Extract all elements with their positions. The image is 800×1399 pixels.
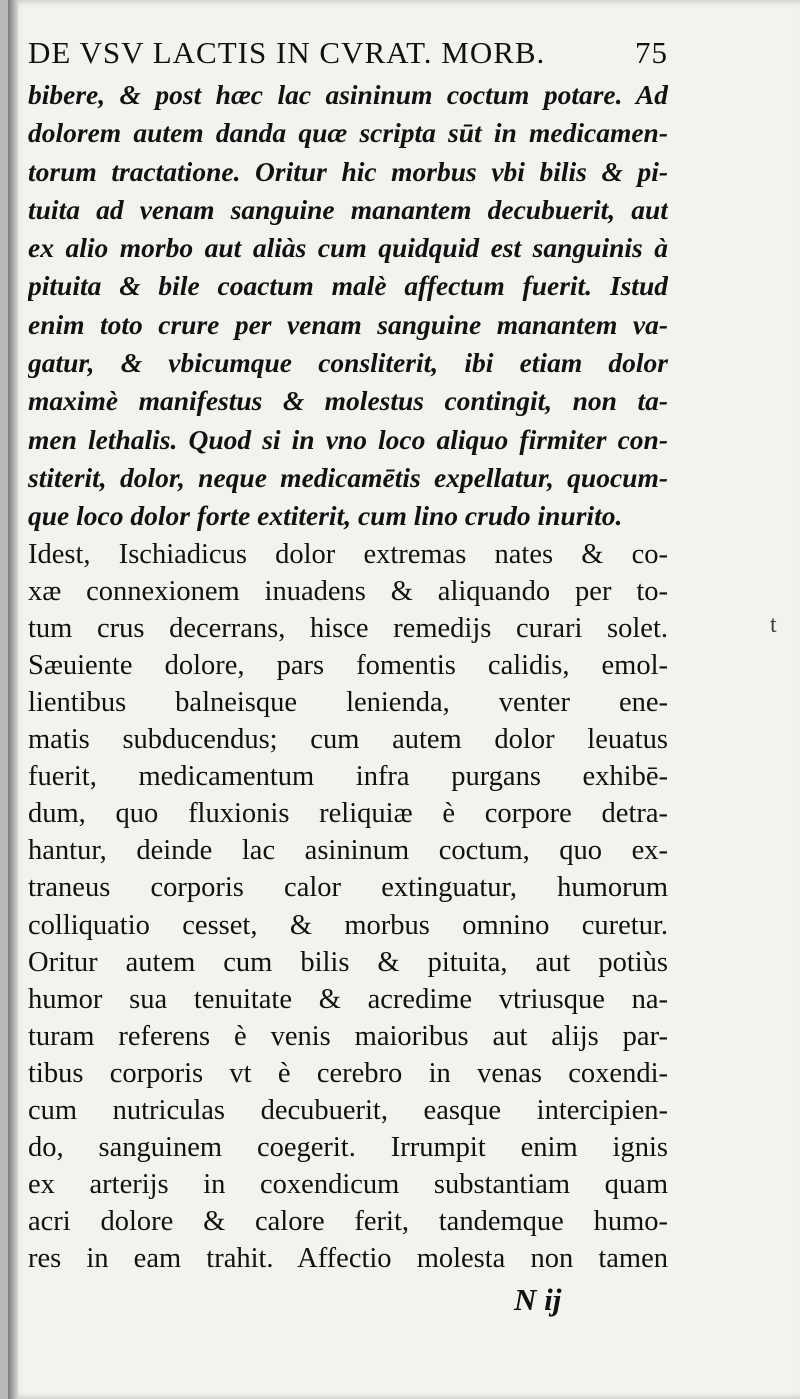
italic-line: que loco dolor forte extiterit, cum lino crudo inurito. — [28, 500, 623, 532]
roman-line: fuerit, medicamentum infra purgans exhibē- — [28, 761, 668, 793]
roman-line: tibus corporis vt è cerebro in venas coxendi- — [28, 1057, 668, 1089]
roman-line: colliquatio cesset, & morbus omnino curetur. — [28, 909, 668, 941]
roman-line: dum, quo fluxionis reliquiæ è corpore detra- — [28, 798, 668, 830]
italic-line: maximè manifestus & molestus contingit, non ta- — [28, 385, 668, 417]
roman-line: traneus corporis calor extinguatur, humorum — [28, 872, 668, 904]
italic-paragraph — [28, 76, 668, 536]
roman-line: Sæuiente dolore, pars fomentis calidis, emol- — [28, 649, 668, 681]
margin-mark: t — [770, 612, 777, 638]
book-page — [8, 0, 800, 1399]
roman-line: Idest, Ischiadicus dolor extremas nates & co- — [28, 538, 668, 570]
roman-line: humor sua tenuitate & acredime vtriusque na- — [28, 983, 668, 1015]
italic-line: dolorem autem danda quæ scripta sūt in medicamen- — [28, 117, 668, 149]
roman-line: ex arterijs in coxendicum substantiam quam — [28, 1169, 668, 1201]
roman-line: hantur, deinde lac asininum coctum, quo ex- — [28, 835, 668, 867]
running-head — [28, 30, 668, 76]
roman-paragraph — [28, 536, 668, 1278]
roman-line: acri dolore & calore ferit, tandemque humo- — [28, 1206, 668, 1238]
roman-line: res in eam trahit. Affectio molesta non tamen — [28, 1243, 668, 1275]
roman-line: cum nutriculas decubuerit, easque intercipien- — [28, 1094, 668, 1126]
running-head-title: DE VSV LACTIS IN CVRAT. MORB. — [28, 35, 546, 70]
page-number: 75 — [635, 35, 668, 70]
italic-line: ex alio morbo aut aliàs cum quidquid est sanguinis à — [28, 232, 668, 264]
roman-line: Oritur autem cum bilis & pituita, aut potiùs — [28, 946, 668, 978]
roman-line: do, sanguinem coegerit. Irrumpit enim ignis — [28, 1132, 668, 1164]
page-gutter-shadow — [8, 0, 18, 1399]
italic-line: bibere, & post hæc lac asininum coctum potare. Ad — [28, 79, 668, 110]
roman-line: xæ connexionem inuadens & aliquando per to- — [28, 575, 668, 607]
roman-line: lientibus balneisque lenienda, venter ene- — [28, 686, 668, 718]
signature-mark: N ij — [514, 1282, 562, 1318]
italic-line: gatur, & vbicumque consliterit, ibi etiam dolor — [28, 347, 668, 379]
italic-line: stiterit, dolor, neque medicamētis expellatur, quocum- — [28, 461, 668, 493]
signature-line — [28, 1277, 668, 1323]
roman-line: matis subducendus; cum autem dolor leuatus — [28, 724, 668, 756]
italic-line: tuita ad venam sanguine manantem decubuerit, aut — [28, 193, 668, 225]
italic-line: pituita & bile coactum malè affectum fuerit. Istud — [28, 270, 668, 302]
italic-line: men lethalis. Quod si in vno loco aliquo firmiter con- — [28, 423, 668, 455]
italic-line: torum tractatione. Oritur hic morbus vbi bilis & pi- — [28, 155, 668, 187]
roman-line: tum crus decerrans, hisce remedijs curari solet. — [28, 612, 668, 644]
italic-line: enim toto crure per venam sanguine manantem va- — [28, 308, 668, 340]
roman-line: turam referens è venis maioribus aut alijs par- — [28, 1020, 668, 1052]
page-text-block — [28, 30, 668, 1323]
